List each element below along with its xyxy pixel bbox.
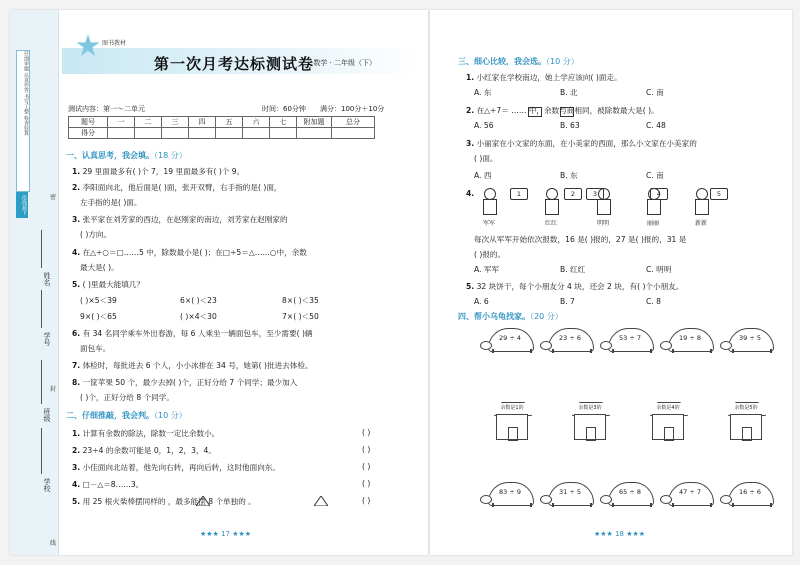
- score-header: 四: [189, 117, 216, 128]
- choice-option[interactable]: C. 8: [646, 297, 661, 306]
- choice-option[interactable]: A. 56: [474, 121, 494, 130]
- score-header: 附加题: [297, 117, 332, 128]
- question-6: 6. 有 34 名同学乘车外出春游，每 6 人乘坐一辆面包车，至少需要( )辆: [72, 329, 313, 338]
- choice-option[interactable]: B. 63: [560, 121, 580, 130]
- turtle-card[interactable]: 53 ÷ 7: [600, 326, 658, 356]
- section-4-title: 四、帮小乌龟找家。（20 分）: [458, 312, 563, 321]
- score-cell[interactable]: [216, 128, 243, 139]
- choice-option[interactable]: B. 北: [560, 88, 578, 97]
- name-label: 姓名: [43, 272, 51, 286]
- turtle-card[interactable]: 19 ÷ 8: [660, 326, 718, 356]
- section-3-title: 三、细心比较，我会选。（10 分）: [458, 57, 579, 66]
- child-figure: 丽丽: [642, 188, 664, 228]
- score-header: 总分: [332, 117, 375, 128]
- section-2-title: 二、仔细推敲，我会判。（10 分）: [66, 411, 187, 420]
- child-figure: 明明: [592, 188, 614, 228]
- number-bubble: 1: [510, 188, 528, 200]
- choice-option[interactable]: C. 48: [646, 121, 666, 130]
- judge-1: 1. 计算有余数的除法，除数一定比余数小。: [72, 429, 220, 438]
- blank-box[interactable]: [528, 107, 542, 117]
- page-number: ★★★ 17 ★★★: [200, 530, 252, 538]
- judge-4: 4. □－△＝8……3。: [72, 480, 144, 489]
- turtle-card[interactable]: 39 ÷ 5: [720, 326, 778, 356]
- question-4-cont: 最大是( )。: [80, 263, 119, 272]
- judge-answer-2[interactable]: ( ): [362, 445, 371, 454]
- turtle-card[interactable]: 23 ÷ 6: [540, 326, 598, 356]
- test-time: 时间：60分钟: [262, 105, 306, 113]
- score-cell[interactable]: [297, 128, 332, 139]
- cut-mark-2: 封: [50, 386, 57, 393]
- judge-5: 5. 用 25 根火柴棒摆同样的 ，最多能摆 8 个单独的 。: [72, 497, 256, 506]
- choice-option[interactable]: B. 红红: [560, 265, 586, 274]
- judge-answer-5[interactable]: ( ): [362, 496, 371, 505]
- turtle-card[interactable]: 47 ÷ 7: [660, 480, 718, 510]
- q5-item: 6×( )＜23: [180, 296, 217, 305]
- turtle-house[interactable]: 余数是1的: [494, 402, 530, 440]
- judge-answer-1[interactable]: ( ): [362, 428, 371, 437]
- choice-option[interactable]: A. 东: [474, 88, 492, 97]
- score-cell[interactable]: [270, 128, 297, 139]
- section-1-title: 一、认真思考，我会填。（18 分）: [66, 151, 187, 160]
- score-row-label: 得分: [69, 128, 108, 139]
- choice-option[interactable]: A. 6: [474, 297, 489, 306]
- choice-4: 4.: [466, 189, 475, 198]
- score-header: 三: [162, 117, 189, 128]
- number-bubble: 2: [564, 188, 582, 200]
- cut-mark-1: 密: [50, 194, 57, 201]
- page-number: ★★★ 18 ★★★: [594, 530, 646, 538]
- choice-option[interactable]: C. 南: [646, 88, 664, 97]
- choice-option[interactable]: A. 军军: [474, 265, 500, 274]
- choice-3: 3. 小丽家在小文家的东面，在小美家的西面，那么小文家在小美家的: [466, 139, 697, 148]
- number-bubble: 3: [586, 188, 604, 200]
- judge-3: 3. 小佳面向北站着，他先向右转，再向后转，这时他面向东。: [72, 463, 281, 472]
- question-2: 2. 李阳面向北，他后面是( )面，张开双臂，右手指的是( )面，: [72, 183, 282, 192]
- class-label: 班级: [43, 408, 51, 422]
- test-scope: 测试内容：第一～二单元: [68, 105, 145, 113]
- q5-item: ( )×5＜39: [80, 296, 117, 305]
- judge-2: 2. 23÷4 的余数可能是 0，1，2，3，4。: [72, 446, 216, 455]
- question-8: 8. 一筐苹果 50 个，最少去掉( )个，正好分给 7 个同学；最少加入: [72, 378, 298, 387]
- question-3-cont: ( )方向。: [80, 230, 112, 239]
- question-3: 3. 张平家在刘芳家的西边，在赵刚家的南边，刘芳家在赵刚家的: [72, 215, 288, 224]
- score-table: [68, 116, 375, 139]
- q5-item: 8×( )＜35: [282, 296, 319, 305]
- score-header: 二: [135, 117, 162, 128]
- score-cell[interactable]: [162, 128, 189, 139]
- choice-3-cont: ( )面。: [474, 154, 498, 163]
- choice-1: 1. 小红家在学校南边，她上学应该向( )面走。: [466, 73, 622, 82]
- judge-answer-3[interactable]: ( ): [362, 462, 371, 471]
- score-header: 五: [216, 117, 243, 128]
- choice-5: 5. 32 块饼干，每个小朋友分 4 块，还会 2 块，有( )个小朋友。: [466, 282, 684, 291]
- cut-mark-3: 线: [50, 540, 57, 547]
- turtle-house[interactable]: 余数是5的: [728, 402, 764, 440]
- children-illustration: [464, 188, 764, 228]
- child-figure: 新新: [690, 188, 712, 228]
- turtle-house[interactable]: 余数是4的: [650, 402, 686, 440]
- child-figure: 军军: [478, 188, 500, 228]
- score-cell[interactable]: [108, 128, 135, 139]
- q5-item: 9×( )＜65: [80, 312, 117, 321]
- score-header: 题号: [69, 117, 108, 128]
- choice-4-text: 每次从军军开始依次报数，16 是( )报的，27 是( )报的，31 是: [474, 235, 687, 244]
- q5-item: 7×( )＜50: [282, 312, 319, 321]
- question-1: 1. 29 里面最多有( )个 7，19 里面最多有( )个 9。: [72, 167, 245, 176]
- question-5: 5. ( )里最大能填几？: [72, 280, 145, 289]
- judge-answer-4[interactable]: ( ): [362, 479, 371, 488]
- test-header: [62, 40, 418, 78]
- number-bubble: 4: [650, 188, 668, 200]
- child-figure: 红红: [540, 188, 562, 228]
- score-cell[interactable]: [189, 128, 216, 139]
- id-label: 学号: [43, 332, 51, 346]
- question-6-cont: 面包车。: [80, 344, 111, 353]
- binding-spine: [10, 10, 59, 555]
- grade-label: 数学 · 二年级（下）: [313, 59, 376, 67]
- brand-label: 图书教材: [102, 40, 127, 47]
- class-line[interactable]: [41, 360, 42, 404]
- school-line[interactable]: [41, 428, 42, 474]
- q5-item: ( )×4＜30: [180, 312, 217, 321]
- right-page: [430, 10, 792, 555]
- name-line[interactable]: [41, 230, 42, 268]
- score-cell[interactable]: [332, 128, 375, 139]
- test-full-score: 满分：100分＋10分: [320, 105, 385, 113]
- choice-2: 2. 在△÷7＝ …… 中，余数与商相同，被除数最大是( )。: [466, 106, 659, 115]
- score-header: 六: [243, 117, 270, 128]
- question-8-cont: ( )个，正好分给 8 个同学。: [80, 393, 174, 402]
- question-7: 7. 体检时，每批进去 6 个人，小小冰排在 34 号，她第( )批进去体检。: [72, 361, 313, 370]
- choice-option[interactable]: C. 明明: [646, 265, 672, 274]
- triangle-icon: [314, 496, 328, 506]
- school-label: 学校: [43, 478, 51, 492]
- page-title: 第一次月考达标测试卷: [154, 55, 315, 73]
- number-bubble: 5: [710, 188, 728, 200]
- turtle-card[interactable]: 31 ÷ 5: [540, 480, 598, 510]
- score-header: 一: [108, 117, 135, 128]
- score-cell[interactable]: [243, 128, 270, 139]
- spine-notice: 仔细审题 认真作答 书写工整 检查验算: [16, 50, 30, 192]
- triangle-icon: [196, 496, 210, 506]
- blank-box[interactable]: [560, 107, 574, 117]
- choice-option[interactable]: B. 7: [560, 297, 575, 306]
- turtle-card[interactable]: 29 ÷ 4: [480, 326, 538, 356]
- choice-option[interactable]: C. 南: [646, 171, 664, 180]
- choice-option[interactable]: A. 西: [474, 171, 492, 180]
- id-line[interactable]: [41, 290, 42, 328]
- turtle-house[interactable]: 余数是3的: [572, 402, 608, 440]
- turtle-card[interactable]: 16 ÷ 6: [720, 480, 778, 510]
- turtle-card[interactable]: 65 ÷ 8: [600, 480, 658, 510]
- choice-option[interactable]: B. 东: [560, 171, 578, 180]
- turtle-card[interactable]: 83 ÷ 9: [480, 480, 538, 510]
- score-header: 七: [270, 117, 297, 128]
- spine-tag: 沿线裁下: [16, 192, 28, 218]
- score-cell[interactable]: [135, 128, 162, 139]
- question-4: 4. 在△÷○＝□……5 中，除数最小是( )；在□÷5＝△……○中，余数: [72, 248, 307, 257]
- choice-4-cont: ( )报的。: [474, 250, 506, 259]
- left-page: [10, 10, 428, 555]
- question-2-cont: 左手指的是( )面。: [80, 198, 142, 207]
